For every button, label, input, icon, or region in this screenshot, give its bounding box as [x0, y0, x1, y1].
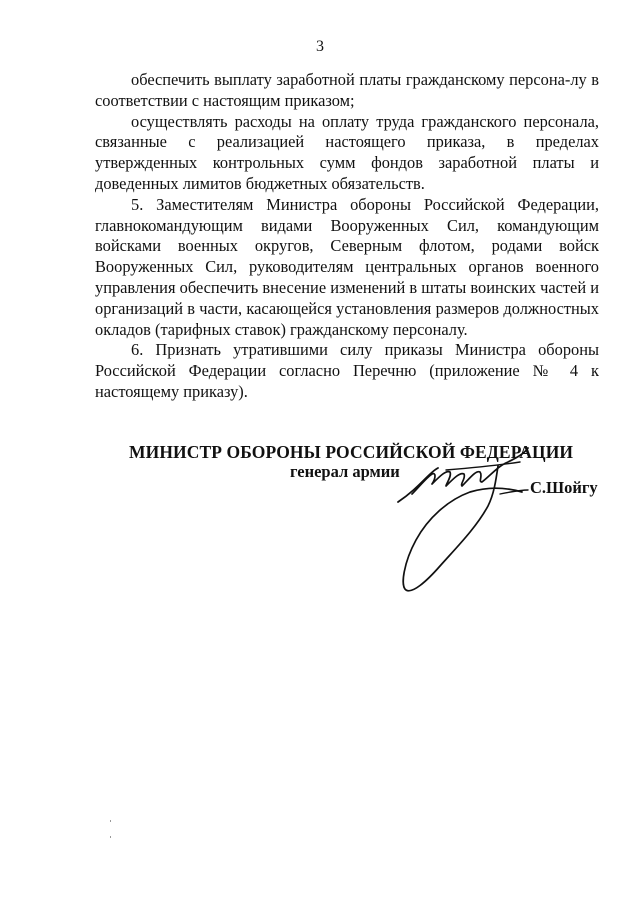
- paragraph-item-5: 5. Заместителям Министра обороны Российской Федерации, главнокомандующим видами Вооруженных Сил, командующим войсками военных округов, Северным флотом, родами войск Вооруженных Сил, руководителям центральных органов военного управления обеспечить внесение изменений в штаты воинских частей и организаций в части, касающейся установления размеров должностных окладов (тарифных ставок) гражданскому персоналу.: [95, 194, 599, 339]
- signatory-rank: генерал армии: [290, 462, 400, 481]
- scan-speck: [110, 820, 111, 822]
- paragraph-item-6: 6. Признать утратившими силу приказы Министра обороны Российской Федерации согласно Перечню (приложение № 4 к настоящему приказу).: [95, 340, 599, 401]
- signatory-title: МИНИСТР ОБОРОНЫ РОССИЙСКОЙ ФЕДЕРАЦИИ: [129, 442, 574, 462]
- paragraph-salary-payment: обеспечить выплату заработной платы гражданскому персона-лу в соответствии с настоящим приказом;: [95, 70, 599, 110]
- signatory-name: С.Шойгу: [530, 478, 598, 497]
- page-number: 3: [316, 38, 324, 55]
- paragraph-expenses: осуществлять расходы на оплату труда гражданского персонала, связанные с реализацией настоящего приказа, в пределах утвержденных контрольных сумм фондов заработной платы и доведенных лимитов бюджетных обязательств.: [95, 111, 599, 193]
- scan-speck: [110, 836, 111, 838]
